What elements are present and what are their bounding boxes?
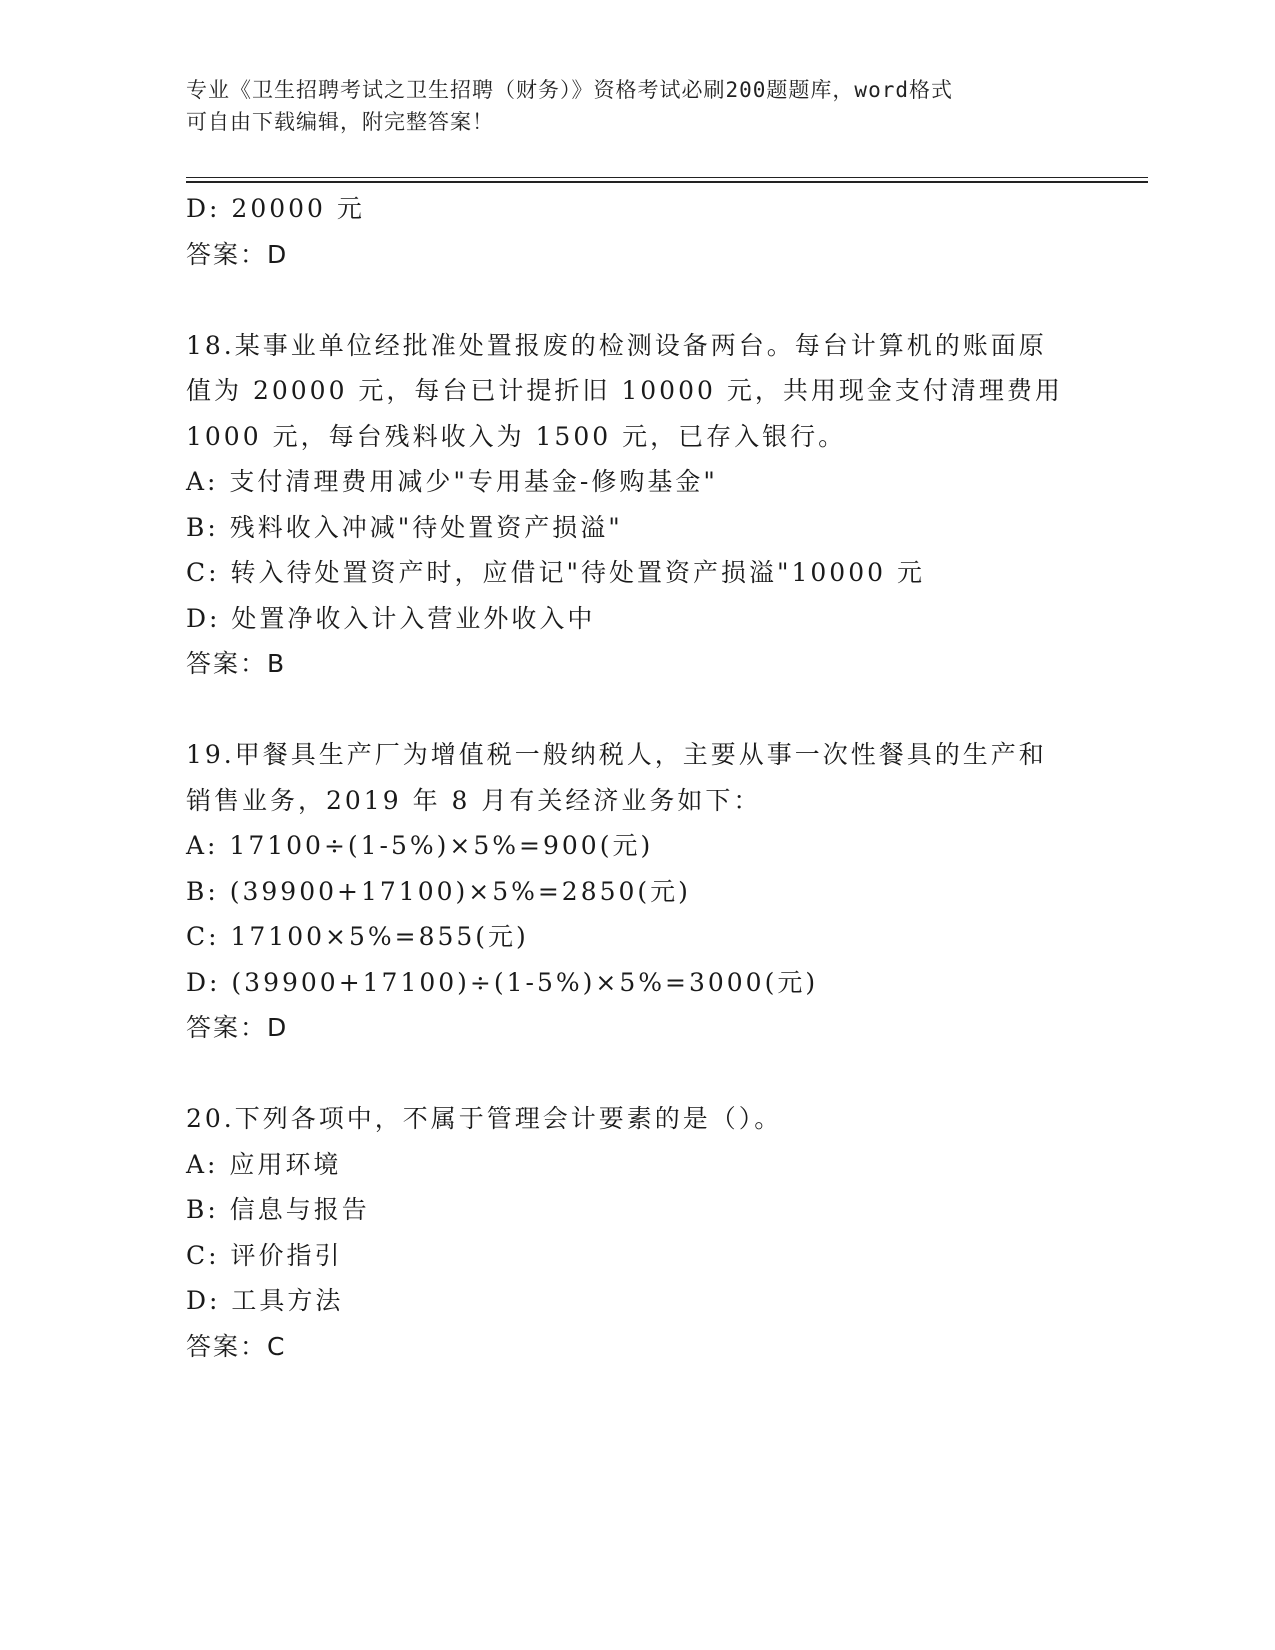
question-content (186, 186, 1086, 1369)
option-d: D: (39900+17100)÷(1-5%)×5%=3000(元) (186, 967, 819, 997)
block-spacer (186, 277, 1086, 323)
header-line-1: 专业《卫生招聘考试之卫生招聘（财务）》资格考试必刷200题题库，word格式 (186, 78, 953, 102)
answer-line: 答案：D (186, 1013, 289, 1042)
answer-line: 答案：B (186, 649, 287, 678)
option-b: B: 信息与报告 (186, 1195, 370, 1224)
option-b: B: 残料收入冲减"待处置资产损溢" (186, 512, 623, 542)
option-d: D: 工具方法 (186, 1286, 344, 1315)
question-stem-line: 值为 20000 元，每台已计提折旧 10000 元，共用现金支付清理费用 (186, 376, 1063, 405)
answer-line: 答案：D (186, 239, 289, 269)
document-header (186, 74, 1086, 138)
question-block-18 (186, 323, 1086, 687)
header-rule-thick (186, 181, 1148, 183)
question-stem-line: 销售业务，2019 年 8 月有关经济业务如下： (186, 785, 762, 815)
header-rule-thin (186, 177, 1148, 178)
option-c: C: 17100×5%=855(元) (186, 922, 529, 951)
block-spacer (186, 687, 1086, 733)
option-a: A: 应用环境 (186, 1149, 342, 1179)
option-a: A: 支付清理费用减少"专用基金-修购基金" (186, 467, 718, 496)
option-c: C: 转入待处置资产时，应借记"待处置资产损溢"10000 元 (186, 558, 925, 587)
option-d: D: 20000 元 (186, 194, 365, 223)
question-block-17 (186, 186, 1086, 277)
answer-line: 答案：C (186, 1331, 287, 1361)
option-d: D: 处置净收入计入营业外收入中 (186, 603, 596, 633)
header-line-2: 可自由下载编辑，附完整答案！ (186, 110, 494, 134)
block-spacer (186, 1051, 1086, 1097)
option-b: B: (39900+17100)×5%=2850(元) (186, 876, 691, 906)
question-stem-line: 18.某事业单位经批准处置报废的检测设备两台。每台计算机的账面原 (186, 330, 1047, 360)
question-block-20 (186, 1096, 1086, 1369)
question-stem-line: 1000 元，每台残料收入为 1500 元，已存入银行。 (186, 421, 847, 451)
question-stem-line: 20.下列各项中，不属于管理会计要素的是（）。 (186, 1104, 783, 1133)
question-stem-line: 19.甲餐具生产厂为增值税一般纳税人，主要从事一次性餐具的生产和 (186, 740, 1047, 769)
option-c: C: 评价指引 (186, 1240, 343, 1270)
question-block-19 (186, 732, 1086, 1051)
option-a: A: 17100÷(1-5%)×5%=900(元) (186, 831, 654, 860)
